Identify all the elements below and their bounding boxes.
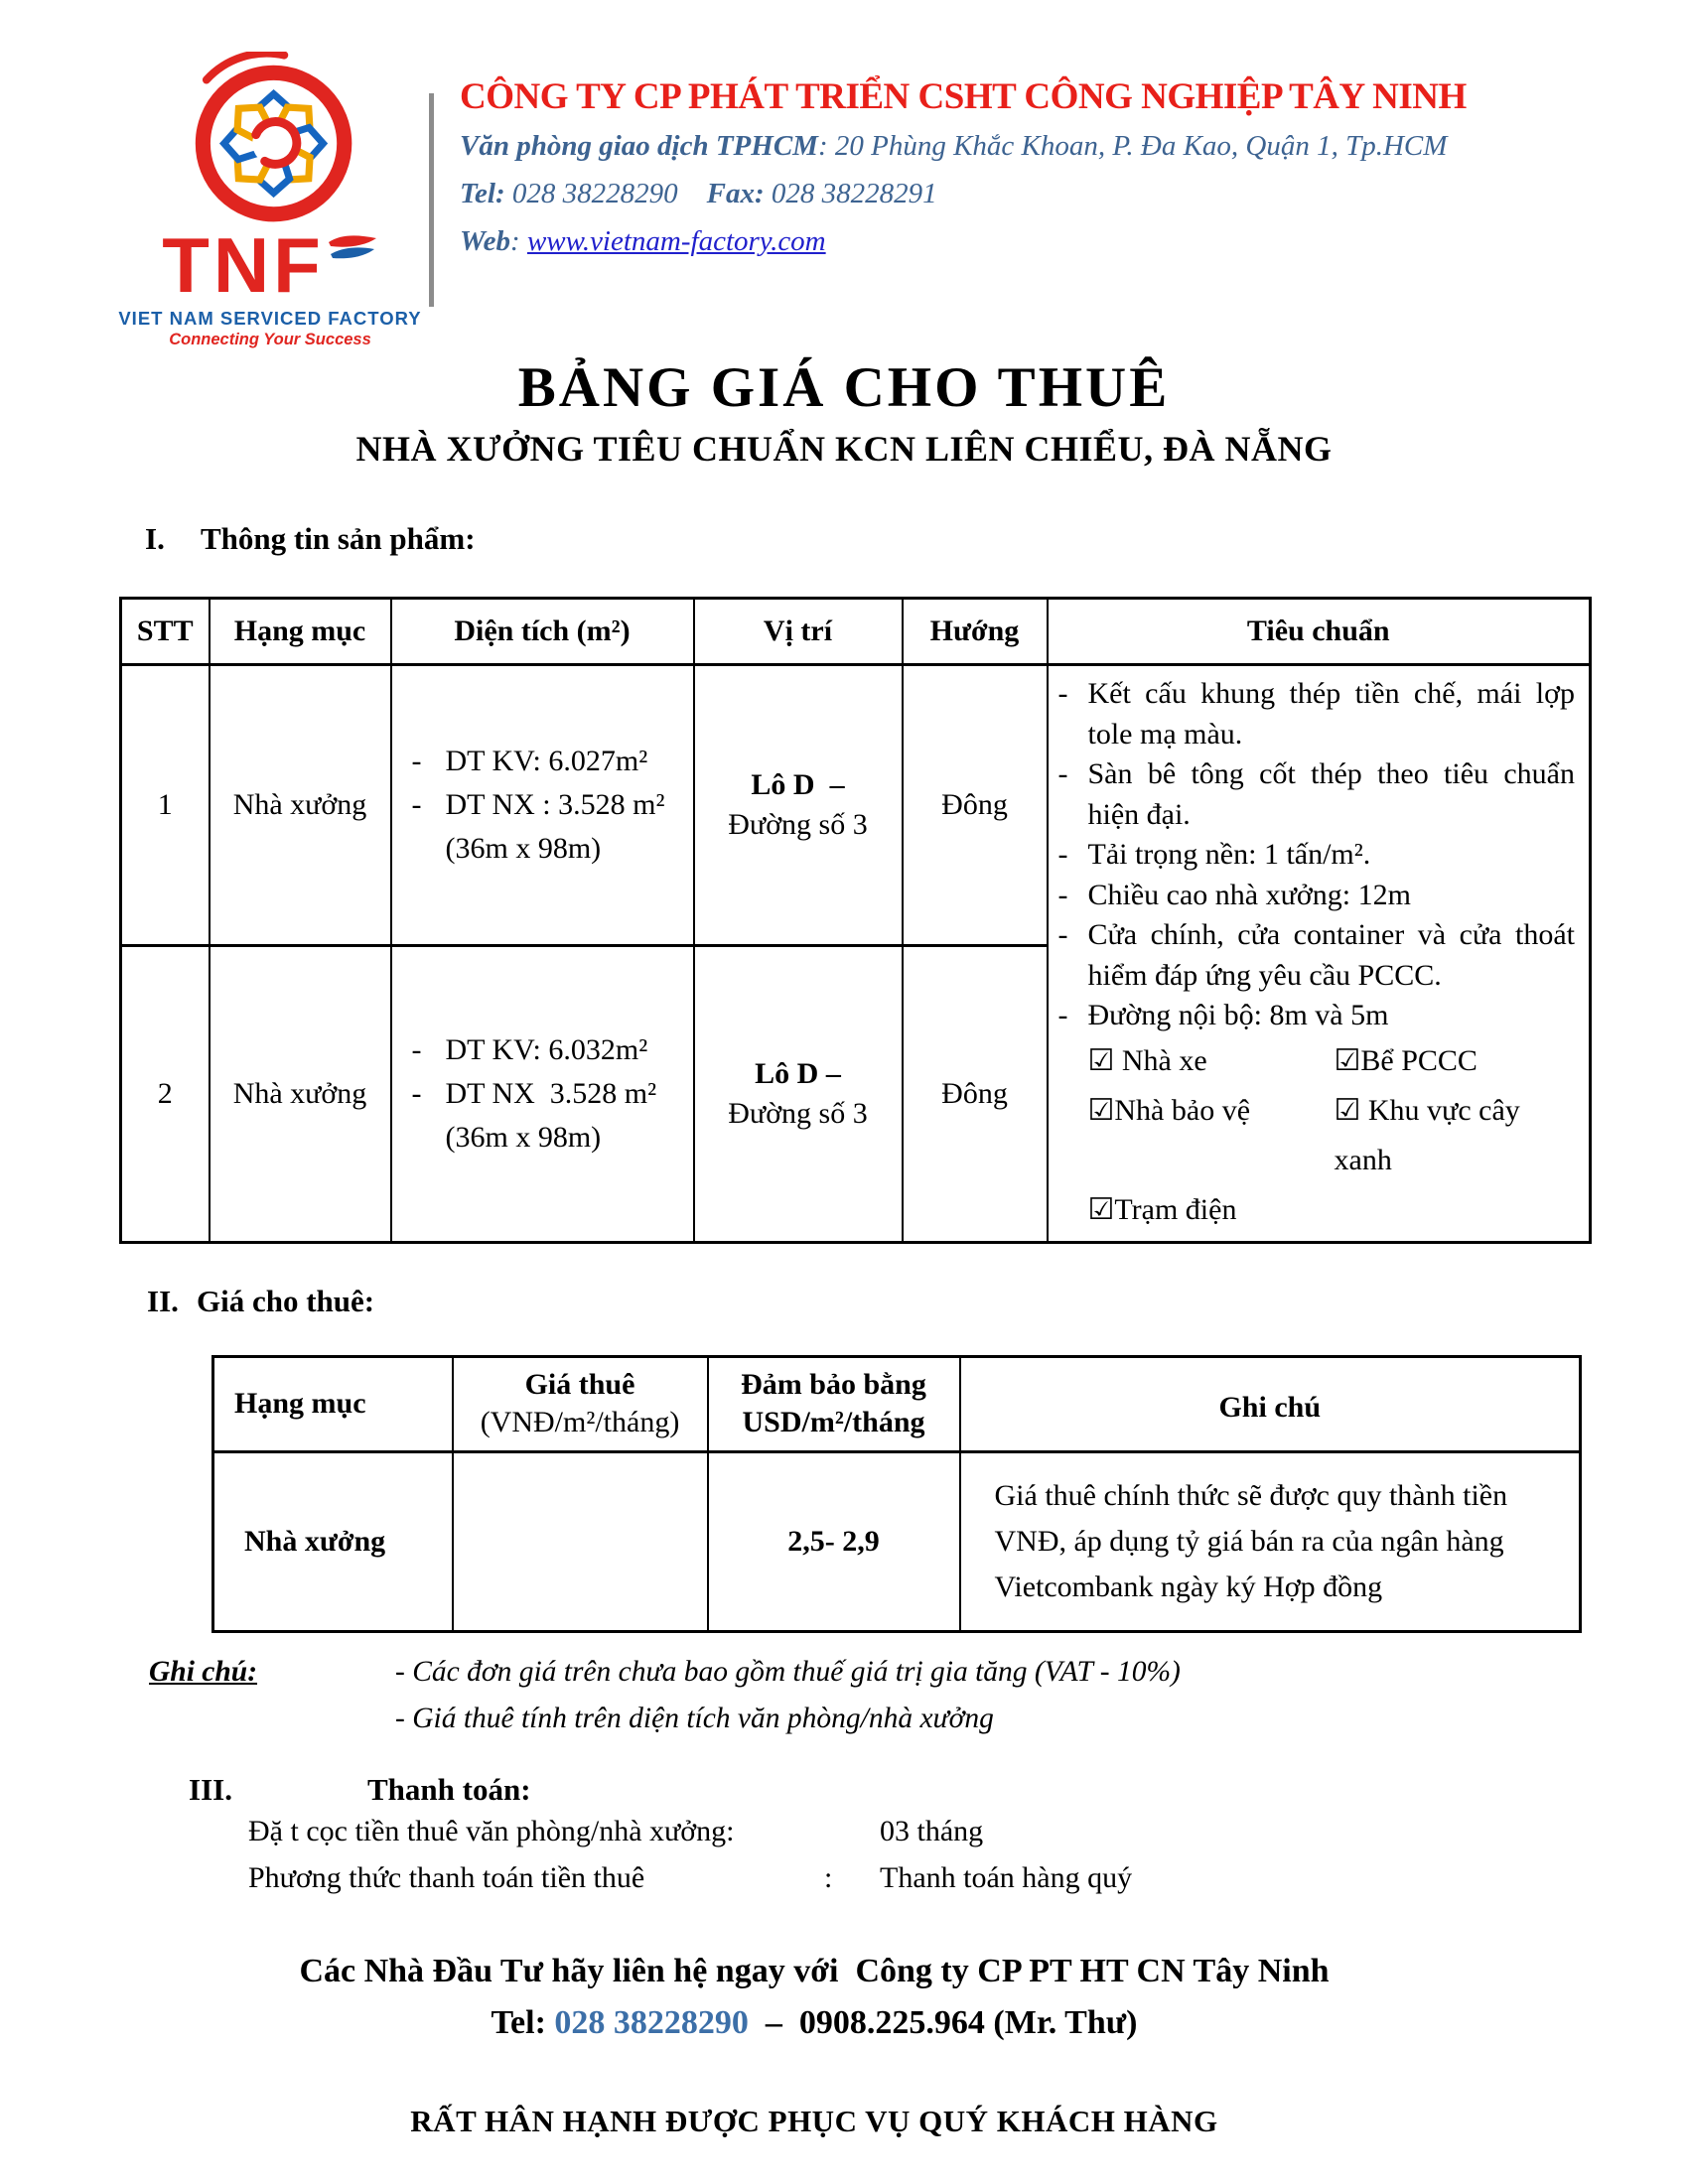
- notes-label: Ghi chú:: [149, 1655, 258, 1688]
- section-2-title: Giá cho thuê:: [197, 1283, 375, 1318]
- contact-mobile-number: 0908.225.964 (Mr. Thư): [798, 2003, 1138, 2041]
- dash-marker: -: [411, 1032, 422, 1066]
- tnf-emblem-icon: [117, 52, 423, 228]
- office-label: Văn phòng giao dịch TPHCM: [460, 130, 818, 162]
- office-value: : 20 Phùng Khắc Khoan, P. Đa Kao, Quận 1, Tp.HCM: [817, 130, 1448, 162]
- cell-tieuchuan: [1048, 665, 1591, 1243]
- contact-call-line: Các Nhà Đầu Tư hãy liên hệ ngay với Công ty CP PT HT CN Tây Ninh: [299, 1952, 1330, 1989]
- deposit-sep: [824, 1808, 880, 1854]
- tnf-flag-icon: [327, 232, 378, 271]
- tel-value: 028 38228290: [504, 178, 678, 209]
- tnf-wordmark: TNF: [162, 221, 325, 309]
- th-huong: Hướng: [903, 599, 1048, 665]
- cell-price-giathue: [453, 1451, 708, 1631]
- tieu-chuan-bullet: Cửa chính, cửa container và cửa thoát hiểm đáp ứng yêu cầu PCCC.: [1087, 918, 1575, 992]
- giathue-unit: (VNĐ/m²/tháng): [480, 1406, 680, 1438]
- checkbox-item: ☑Trạm điện: [1087, 1192, 1237, 1226]
- section-1-heading: [145, 521, 1688, 557]
- company-name: CÔNG TY CP PHÁT TRIỂN CSHT CÔNG NGHIỆP TÂY NINH: [460, 76, 1467, 117]
- section-2-heading: [147, 1284, 1688, 1319]
- tel-label: Tel:: [460, 178, 505, 209]
- cell-huong-1: Đông: [903, 665, 1048, 946]
- tieu-chuan-bullet: Tải trọng nền: 1 tấn/m².: [1087, 838, 1371, 871]
- dash-marker: -: [1057, 878, 1068, 911]
- payment-method-label: Phương thức thanh toán tiền thuê: [248, 1860, 645, 1894]
- cell-hangmuc-2: Nhà xưởng: [210, 946, 391, 1242]
- website-link[interactable]: www.vietnam-factory.com: [526, 225, 826, 257]
- tel-fax-gap: [678, 178, 707, 209]
- th-hang-muc: Hạng mục: [210, 599, 391, 665]
- product-row-1: [121, 665, 1591, 946]
- dambao-label: Đảm bảo bằng: [741, 1368, 926, 1401]
- payment-method-value: Thanh toán hàng quý: [880, 1860, 1133, 1894]
- cell-vitri-1: [694, 665, 903, 946]
- th-tieu-chuan: Tiêu chuẩn: [1048, 599, 1591, 665]
- section-2-number: II.: [147, 1283, 179, 1318]
- dash-marker: -: [1057, 999, 1068, 1031]
- contact-tel-sep: –: [748, 2003, 799, 2041]
- tieu-chuan-bullet: Sàn bê tông cốt thép theo tiêu chuẩn hiện đại.: [1087, 757, 1575, 831]
- company-info: [460, 75, 1467, 262]
- checkbox-line: [1058, 1185, 1576, 1235]
- dt-dims-2: (36m x 98m): [445, 1120, 602, 1154]
- fax-label: Fax:: [706, 178, 765, 209]
- vitri-street-2: Đường số 3: [728, 1096, 868, 1130]
- th-price-ghichu: Ghi chú: [960, 1356, 1581, 1451]
- notes-block: [149, 1649, 1688, 1742]
- dash-marker: -: [1057, 918, 1068, 951]
- tieu-chuan-bullet: Kết cấu khung thép tiền chế, mái lợp tole mạ màu.: [1087, 677, 1575, 751]
- dt-nx-2: DT NX 3.528 m²: [445, 1076, 657, 1110]
- company-logo: [117, 52, 423, 349]
- closing-line: RẤT HÂN HẠNH ĐƯỢC PHỤC VỤ QUÝ KHÁCH HÀNG: [410, 2103, 1218, 2138]
- price-row: [213, 1451, 1581, 1631]
- cell-hangmuc-1: Nhà xưởng: [210, 665, 391, 946]
- web-line: [460, 220, 1467, 262]
- th-price-giathue: [453, 1356, 708, 1451]
- deposit-label: Đặ t cọc tiền thuê văn phòng/nhà xưởng:: [248, 1814, 735, 1847]
- document-subtitle: NHÀ XƯỞNG TIÊU CHUẨN KCN LIÊN CHIỂU, ĐÀ NẴNG: [355, 429, 1333, 469]
- checkbox-line: [1058, 1086, 1576, 1185]
- deposit-value: 03 tháng: [880, 1814, 984, 1847]
- tieu-chuan-bullet: Đường nội bộ: 8m và 5m: [1087, 999, 1389, 1031]
- dash-marker: -: [411, 745, 422, 778]
- cell-price-hangmuc: Nhà xưởng: [213, 1451, 453, 1631]
- letterhead: [117, 52, 1688, 349]
- section-1-title: Thông tin sản phẩm:: [201, 521, 476, 556]
- cell-huong-2: Đông: [903, 946, 1048, 1242]
- section-1-number: I.: [145, 521, 165, 556]
- product-info-table: [119, 597, 1592, 1244]
- tieu-chuan-bullet: Chiều cao nhà xưởng: 12m: [1087, 878, 1411, 911]
- cell-price-ghichu: Giá thuê chính thức sẽ được quy thành tiền VNĐ, áp dụng tỷ giá bán ra của ngân hàng Vietcombank ngày ký Hợp đồng: [960, 1451, 1581, 1631]
- checkbox-item: ☑Bể PCCC: [1334, 1043, 1477, 1077]
- checkbox-line: [1058, 1036, 1576, 1086]
- th-price-hangmuc: Hạng mục: [213, 1356, 453, 1451]
- cell-vitri-2: [694, 946, 903, 1242]
- section-3-title: Thanh toán:: [367, 1771, 531, 1807]
- logo-company-name: VIET NAM SERVICED FACTORY: [118, 308, 422, 329]
- section-3-number: III.: [189, 1771, 232, 1807]
- logo-tagline: Connecting Your Success: [169, 331, 371, 348]
- vitri-lot-1: Lô D –: [751, 768, 845, 802]
- contact-tel-label: Tel:: [491, 2003, 555, 2041]
- fax-value: 028 38228291: [764, 178, 937, 209]
- checkbox-item: ☑Nhà bảo vệ: [1087, 1093, 1251, 1127]
- document-title: BẢNG GIÁ CHO THUÊ: [517, 356, 1171, 419]
- product-table-header-row: [121, 599, 1591, 665]
- giathue-label: Giá thuê: [524, 1368, 635, 1401]
- note-item: - Các đơn giá trên chưa bao gồm thuế giá trị gia tăng (VAT - 10%): [395, 1655, 1181, 1688]
- office-address-line: [460, 125, 1467, 167]
- dt-nx-1: DT NX : 3.528 m²: [445, 788, 665, 822]
- deposit-line: [248, 1808, 1688, 1854]
- dash-marker: -: [1057, 757, 1068, 790]
- dambao-unit: USD/m²/tháng: [742, 1406, 925, 1438]
- web-label: Web: [460, 225, 511, 257]
- cell-dientich-1: [391, 665, 694, 946]
- web-colon: :: [510, 225, 527, 257]
- payment-method-sep: :: [824, 1860, 833, 1894]
- checkbox-item: ☑ Nhà xe: [1087, 1043, 1207, 1077]
- header-divider: [429, 93, 434, 307]
- section-3-heading: [189, 1772, 1688, 1808]
- note-item: - Giá thuê tính trên diện tích văn phòng/nhà xưởng: [395, 1702, 994, 1734]
- notes-items: [395, 1649, 1181, 1742]
- cell-price-dambao: 2,5- 2,9: [708, 1451, 960, 1631]
- dash-marker: -: [1057, 838, 1068, 871]
- vitri-lot-2: Lô D –: [755, 1056, 841, 1090]
- dt-kv-1: DT KV: 6.027m²: [445, 745, 648, 778]
- contact-tel-line: [0, 2004, 1688, 2042]
- vitri-street-1: Đường số 3: [728, 808, 868, 842]
- checkbox-item: ☑ Khu vực cây xanh: [1334, 1093, 1520, 1176]
- dt-dims-1: (36m x 98m): [445, 832, 602, 866]
- dash-marker: -: [1057, 677, 1068, 710]
- cell-dientich-2: [391, 946, 694, 1242]
- price-table-header-row: [213, 1356, 1581, 1451]
- cell-stt-2: 2: [121, 946, 210, 1242]
- th-price-dambao: [708, 1356, 960, 1451]
- dash-marker: -: [411, 1076, 422, 1110]
- dt-kv-2: DT KV: 6.032m²: [445, 1032, 648, 1066]
- th-vi-tri: Vị trí: [694, 599, 903, 665]
- th-dien-tich: Diện tích (m²): [391, 599, 694, 665]
- th-stt: STT: [121, 599, 210, 665]
- dash-marker: -: [411, 788, 422, 822]
- price-table: [211, 1355, 1582, 1633]
- cell-stt-1: 1: [121, 665, 210, 946]
- payment-method-line: [248, 1854, 1688, 1901]
- contact-tel-number: 028 38228290: [554, 2003, 749, 2041]
- tel-fax-line: [460, 173, 1467, 214]
